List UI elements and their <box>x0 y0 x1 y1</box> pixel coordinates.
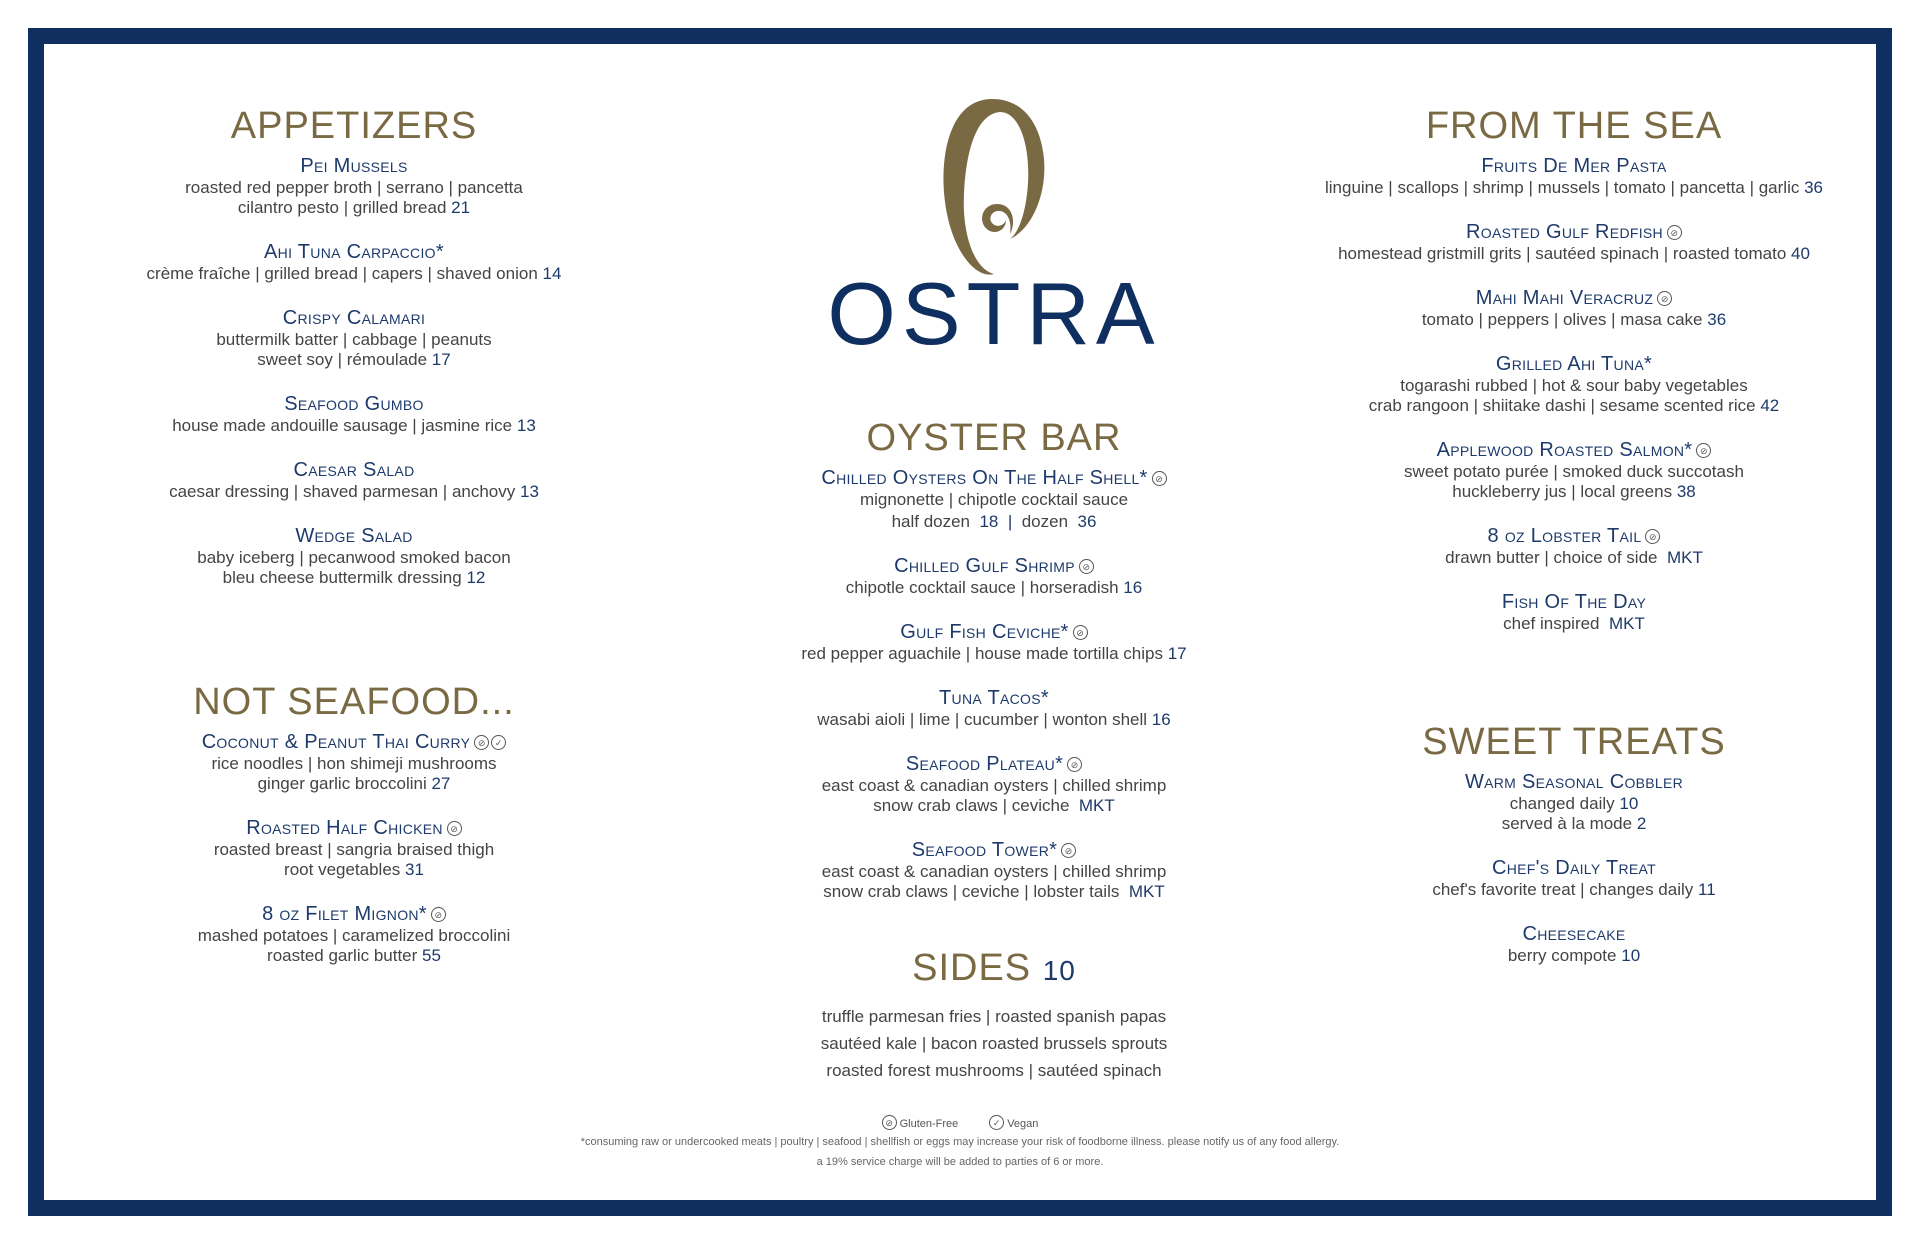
item-price: MKT <box>1608 614 1645 633</box>
gluten-free-icon: ⊘ <box>474 735 489 750</box>
item-price: 12 <box>466 568 486 587</box>
item-price: 17 <box>1167 644 1187 663</box>
menu-item <box>644 554 1344 598</box>
menu-item <box>44 458 664 502</box>
item-desc: east coast & canadian oysters | chilled shrimp <box>821 776 1167 795</box>
item-desc: changed daily 10 <box>1509 794 1639 813</box>
item-name: Chef's Daily Treat <box>1491 857 1657 879</box>
item-name: Roasted Half Chicken ⊘ <box>44 816 664 840</box>
item-name: Seafood Gumbo <box>284 393 424 415</box>
item-name: Chilled Gulf Shrimp ⊘ <box>644 554 1344 578</box>
item-price: 10 <box>1621 946 1641 965</box>
menu-item <box>44 730 664 794</box>
item-name: 8 oz Filet Mignon* ⊘ <box>44 902 664 926</box>
menu-item <box>1264 438 1884 502</box>
item-desc: mignonette | chipotle cocktail sauce <box>859 490 1129 509</box>
item-desc: roasted red pepper broth | serrano | pancetta <box>185 178 523 197</box>
item-name: Coconut & Peanut Thai Curry ⊘ ✓ <box>44 730 664 754</box>
item-desc: tomato | peppers | olives | masa cake 36 <box>1421 310 1727 329</box>
sides-price: 10 <box>1042 955 1076 986</box>
item-desc: east coast & canadian oysters | chilled shrimp <box>821 862 1167 881</box>
item-desc: linguine | scallops | shrimp | mussels | tomato | pancetta | garlic 36 <box>1324 178 1824 197</box>
ostra-logo <box>644 94 1344 374</box>
item-price: 16 <box>1123 578 1143 597</box>
gluten-free-icon: ⊘ <box>431 907 446 922</box>
sides-line: truffle parmesan fries | roasted spanish papas <box>821 1007 1167 1026</box>
item-price: 38 <box>1676 482 1696 501</box>
item-name: Ahi Tuna Carpaccio* <box>264 241 444 263</box>
menu-item <box>1264 286 1884 330</box>
gluten-free-icon: ⊘ <box>1657 291 1672 306</box>
item-price: 55 <box>422 946 441 965</box>
item-desc: berry compote 10 <box>1507 946 1641 965</box>
item-price: MKT <box>1078 796 1115 815</box>
menu-item <box>44 902 664 966</box>
menu-item <box>1264 524 1884 568</box>
item-name: Fruits De Mer Pasta <box>1481 155 1667 177</box>
footer-disclaimer: *consuming raw or undercooked meats | poultry | seafood | shellfish or eggs may increase your risk of foodborne illness. please notify us of any food allergy. <box>580 1136 1340 1148</box>
item-desc: caesar dressing | shaved parmesan | anchovy 13 <box>169 482 539 501</box>
item-price: 36 <box>1707 310 1727 329</box>
item-name: Seafood Tower* ⊘ <box>644 838 1344 862</box>
item-price: 13 <box>516 416 536 435</box>
menu-item <box>1264 770 1884 834</box>
item-desc: homestead gristmill grits | sautéed spinach | roasted tomato 40 <box>1338 244 1810 263</box>
menu-item <box>644 686 1344 730</box>
item-price: 2 <box>1636 814 1647 833</box>
item-price: 36 <box>1804 178 1824 197</box>
item-price: 36 <box>1077 512 1097 531</box>
item-price: 18 <box>979 512 999 531</box>
item-desc: crème fraîche | grilled bread | capers | shaved onion 14 <box>146 264 562 283</box>
item-desc: wasabi aioli | lime | cucumber | wonton shell 16 <box>817 710 1171 729</box>
item-name: Wedge Salad <box>295 525 413 547</box>
item-desc: roasted breast | sangria braised thigh <box>213 840 495 859</box>
item-desc: bleu cheese buttermilk dressing 12 <box>222 568 486 587</box>
right-column <box>1264 104 1884 988</box>
item-desc: chipotle cocktail sauce | horseradish 16 <box>845 578 1143 597</box>
item-desc: chef inspired MKT <box>1503 614 1645 633</box>
item-price: 17 <box>431 350 451 369</box>
item-desc: roasted garlic butter 55 <box>267 946 441 965</box>
item-price: 16 <box>1151 710 1171 729</box>
item-price: 10 <box>1619 794 1639 813</box>
item-price: 21 <box>451 198 471 217</box>
menu-item <box>644 752 1344 816</box>
item-desc: buttermilk batter | cabbage | peanuts <box>216 330 492 349</box>
menu-item <box>44 392 664 436</box>
legend-gluten-free: Gluten-Free <box>899 1118 959 1130</box>
legend-vegan: Vegan <box>1007 1118 1039 1130</box>
item-price: 27 <box>431 774 451 793</box>
item-desc: snow crab claws | ceviche MKT <box>873 796 1115 815</box>
gluten-free-icon: ⊘ <box>882 1115 897 1130</box>
item-price: 13 <box>520 482 539 501</box>
gluten-free-icon: ⊘ <box>1079 559 1094 574</box>
item-desc: togarashi rubbed | hot & sour baby vegetables <box>1400 376 1748 395</box>
item-desc: sweet potato purée | smoked duck succotash <box>1404 462 1744 481</box>
footer-service-charge: a 19% service charge will be added to parties of 6 or more. <box>816 1156 1104 1168</box>
item-desc: snow crab claws | ceviche | lobster tails MKT <box>823 882 1165 901</box>
item-price: 14 <box>542 264 562 283</box>
menu-item <box>644 466 1344 532</box>
gluten-free-icon: ⊘ <box>447 821 462 836</box>
brand-name: OSTRA <box>827 264 1161 363</box>
from-the-sea-title: FROM THE SEA <box>1425 105 1723 147</box>
menu-item <box>44 524 664 588</box>
appetizers-title: APPETIZERS <box>230 105 478 147</box>
item-price: MKT <box>1666 548 1703 567</box>
item-name: Roasted Gulf Redfish ⊘ <box>1264 220 1884 244</box>
menu-item <box>44 306 664 370</box>
item-desc: red pepper aguachile | house made tortilla chips 17 <box>801 644 1187 663</box>
menu-item <box>1264 856 1884 900</box>
left-column <box>44 104 664 988</box>
item-desc: rice noodles | hon shimeji mushrooms <box>211 754 497 773</box>
menu-item <box>1264 590 1884 634</box>
menu-item <box>644 620 1344 664</box>
oyster-bar-title: OYSTER BAR <box>866 417 1122 459</box>
item-name: Applewood Roasted Salmon* ⊘ <box>1264 438 1884 462</box>
item-name: Caesar Salad <box>293 459 415 481</box>
item-name: Crispy Calamari <box>282 307 426 329</box>
item-desc: cilantro pesto | grilled bread 21 <box>237 198 471 217</box>
footer <box>44 1132 1876 1172</box>
item-name: Tuna Tacos* <box>939 687 1049 709</box>
sides-line: roasted forest mushrooms | sautéed spinach <box>826 1061 1162 1080</box>
gluten-free-icon: ⊘ <box>1696 443 1711 458</box>
item-desc: huckleberry jus | local greens 38 <box>1452 482 1696 501</box>
menu-item <box>44 816 664 880</box>
sweet-treats-title: SWEET TREATS <box>1422 721 1726 763</box>
not-seafood-title: NOT SEAFOOD... <box>193 681 515 723</box>
gluten-free-icon: ⊘ <box>1152 471 1167 486</box>
gluten-free-icon: ⊘ <box>1061 843 1076 858</box>
menu-item <box>1264 220 1884 264</box>
sides-line: sautéed kale | bacon roasted brussels sprouts <box>820 1034 1168 1053</box>
menu-frame <box>28 28 1892 1216</box>
item-desc: chef's favorite treat | changes daily 11 <box>1432 880 1716 899</box>
gluten-free-icon: ⊘ <box>1067 757 1082 772</box>
item-name: Gulf Fish Ceviche* ⊘ <box>644 620 1344 644</box>
sides-list <box>644 1003 1344 1084</box>
vegan-icon: ✓ <box>989 1115 1004 1130</box>
item-desc: mashed potatoes | caramelized broccolini <box>197 926 511 945</box>
gluten-free-icon: ⊘ <box>1073 625 1088 640</box>
gluten-free-icon: ⊘ <box>1667 225 1682 240</box>
item-name: Cheesecake <box>1522 923 1626 945</box>
item-desc: half dozen 18 | dozen 36 <box>891 512 1097 531</box>
item-desc: crab rangoon | shiitake dashi | sesame scented rice 42 <box>1368 396 1780 415</box>
item-name: Grilled Ahi Tuna* <box>1495 353 1653 375</box>
item-price: 11 <box>1698 880 1716 899</box>
item-price: MKT <box>1128 882 1165 901</box>
menu-item <box>1264 154 1884 198</box>
menu-item <box>44 240 664 284</box>
item-price: 42 <box>1760 396 1780 415</box>
item-desc: house made andouille sausage | jasmine rice 13 <box>172 416 536 435</box>
item-name: Chilled Oysters On The Half Shell* ⊘ <box>644 466 1344 490</box>
item-desc: sweet soy | rémoulade 17 <box>257 350 451 369</box>
item-desc: baby iceberg | pecanwood smoked bacon <box>197 548 511 567</box>
item-desc: root vegetables 31 <box>284 860 424 879</box>
item-desc: served à la mode 2 <box>1501 814 1647 833</box>
item-name: Seafood Plateau* ⊘ <box>644 752 1344 776</box>
center-column <box>644 94 1344 1084</box>
item-desc: ginger garlic broccolini 27 <box>257 774 451 793</box>
gluten-free-icon: ⊘ <box>1645 529 1660 544</box>
item-price: 31 <box>405 860 424 879</box>
item-name: Warm Seasonal Cobbler <box>1464 771 1684 793</box>
legend <box>44 1114 1876 1132</box>
menu-item <box>1264 922 1884 966</box>
logo-mark-icon <box>922 94 1062 284</box>
item-name: Fish Of The Day <box>1501 591 1647 613</box>
menu-item <box>1264 352 1884 416</box>
item-name: Mahi Mahi Veracruz ⊘ <box>1264 286 1884 310</box>
item-name: 8 oz Lobster Tail ⊘ <box>1264 524 1884 548</box>
item-name: Pei Mussels <box>300 155 408 177</box>
vegan-icon: ✓ <box>491 735 506 750</box>
menu-item <box>644 838 1344 902</box>
item-price: 40 <box>1791 244 1810 263</box>
item-desc: drawn butter | choice of side MKT <box>1445 548 1703 567</box>
sides-title: SIDES 10 <box>912 947 1076 989</box>
menu-item <box>44 154 664 218</box>
